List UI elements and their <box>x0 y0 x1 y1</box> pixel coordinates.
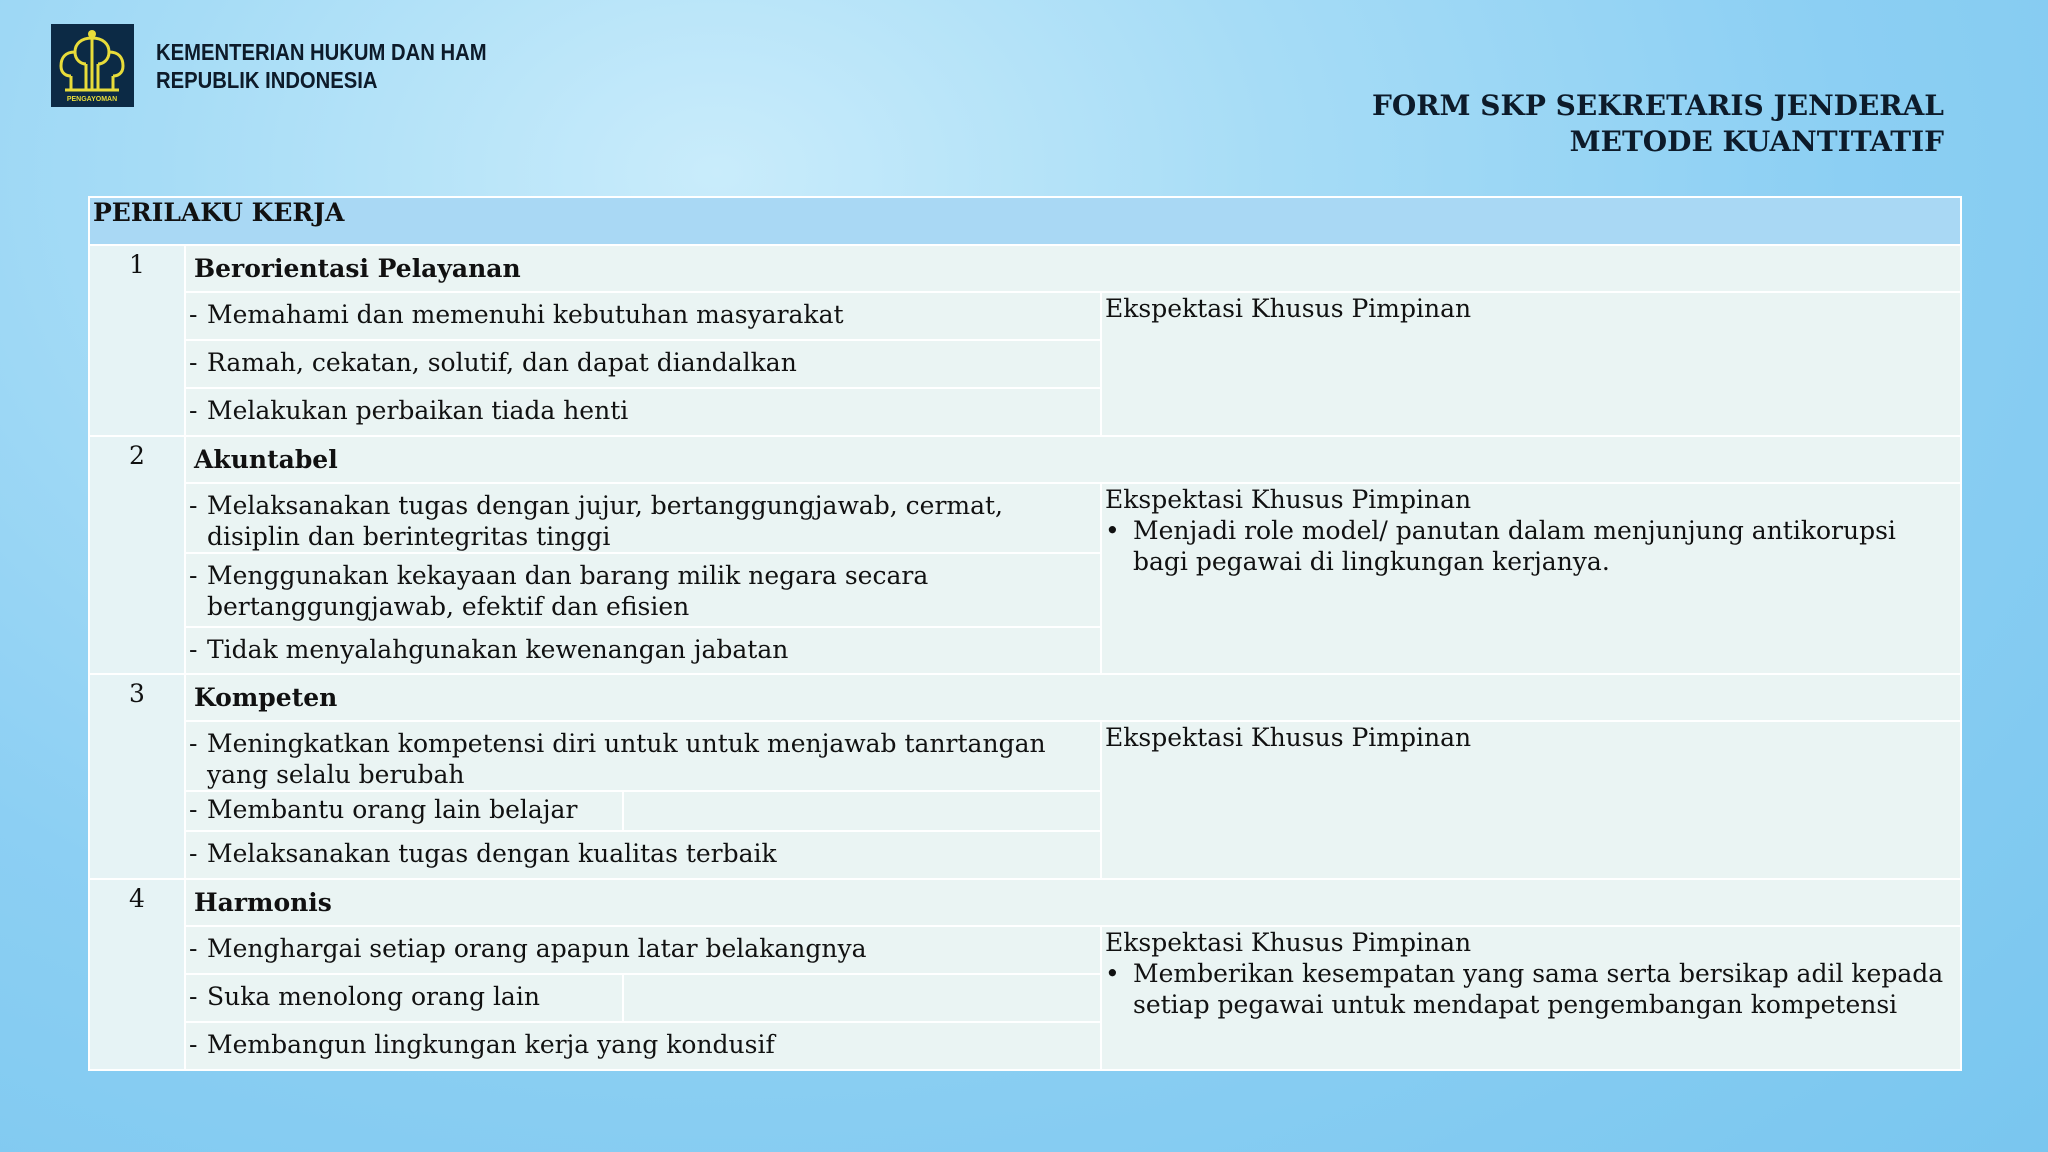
behavior-item: Membangun lingkungan kerja yang kondusif <box>207 1030 775 1059</box>
category-row <box>89 245 1961 292</box>
leader-expectation <box>1101 483 1961 674</box>
list-item: - Tidak menyalahgunakan kewenangan jabatan <box>89 627 1961 674</box>
pengayoman-tree-icon <box>51 24 134 107</box>
expectation-text: Memberikan kesempatan yang sama serta bersikap adil kepada setiap pegawai untuk mendapat pengembangan kompetensi <box>1133 959 1944 1019</box>
table-heading: PERILAKU KERJA <box>89 197 1961 245</box>
expectation-list <box>1105 515 1957 577</box>
list-item <box>1105 958 1957 1020</box>
list-item <box>1105 515 1957 577</box>
list-item: - Menggunakan kekayaan dan barang milik negara secara bertanggungjawab, efektif dan efisien <box>89 553 1961 627</box>
form-title <box>1372 88 1944 160</box>
expectation-label: Ekspektasi Khusus Pimpinan <box>1105 485 1472 514</box>
category-name: Akuntabel <box>185 436 1961 483</box>
category-number: 2 <box>129 441 145 470</box>
leader-expectation <box>1101 926 1961 1070</box>
work-behavior-table <box>88 196 1962 1071</box>
list-item: - Membantu orang lain belajar <box>89 791 1961 831</box>
leader-expectation <box>1101 292 1961 436</box>
behavior-item: Melakukan perbaikan tiada henti <box>207 396 629 425</box>
list-item: - Meningkatkan kompetensi diri untuk untuk menjawab tanrtangan yang selalu berubah Ekspektasi Khusus Pimpinan <box>89 721 1961 791</box>
behavior-item: Menggunakan kekayaan dan barang milik negara secara bertanggungjawab, efektif dan efisien <box>207 561 929 621</box>
category-row <box>89 436 1961 483</box>
category-row <box>89 879 1961 926</box>
expectation-text: Menjadi role model/ panutan dalam menjunjung antikorupsi bagi pegawai di lingkungan kerjanya. <box>1133 516 1896 576</box>
behavior-item: Melaksanakan tugas dengan jujur, bertanggungjawab, cermat, disiplin dan berintegritas tinggi <box>207 491 1003 551</box>
logo-caption: PENGAYOMAN <box>66 96 118 103</box>
category-number: 3 <box>129 679 145 708</box>
expectation-label: Ekspektasi Khusus Pimpinan <box>1105 294 1472 323</box>
behavior-item: Suka menolong orang lain <box>207 982 540 1011</box>
category-number: 4 <box>129 884 145 913</box>
form-title-line-1: FORM SKP SEKRETARIS JENDERAL <box>1371 89 1944 122</box>
empty-cell <box>623 974 1101 1022</box>
category-name: Harmonis <box>185 879 1961 926</box>
list-item: - Ramah, cekatan, solutif, dan dapat diandalkan <box>89 340 1961 388</box>
organization-name <box>156 38 487 94</box>
behavior-item: Membantu orang lain belajar <box>207 795 578 824</box>
form-title-line-2: METODE KUANTITATIF <box>1569 125 1944 158</box>
empty-cell <box>623 791 1101 831</box>
category-name: Berorientasi Pelayanan <box>185 245 1961 292</box>
bullet-icon: • <box>1105 959 1120 988</box>
expectation-label: Ekspektasi Khusus Pimpinan <box>1105 723 1472 752</box>
category-name: Kompeten <box>185 674 1961 721</box>
org-line-2: REPUBLIK INDONESIA <box>156 67 378 93</box>
ministry-logo <box>51 24 134 107</box>
behavior-item: Melaksanakan tugas dengan kualitas terbaik <box>207 839 777 868</box>
list-item: - Membangun lingkungan kerja yang kondusif <box>89 1022 1961 1070</box>
category-row <box>89 674 1961 721</box>
behavior-item: Meningkatkan kompetensi diri untuk untuk menjawab tanrtangan yang selalu berubah <box>207 729 1046 789</box>
org-line-1: KEMENTERIAN HUKUM DAN HAM <box>156 39 487 65</box>
behavior-item: Menghargai setiap orang apapun latar belakangnya <box>207 934 867 963</box>
list-item: - Menghargai setiap orang apapun latar belakangnya Ekspektasi Khusus Pimpinan • Memberikan kesempatan yang sama serta bersikap adil kepada setiap pegawai untuk mendapat pengembangan kompetensi <box>89 926 1961 974</box>
table-heading-row <box>89 197 1961 245</box>
behavior-item: Tidak menyalahgunakan kewenangan jabatan <box>207 635 789 664</box>
list-item: - Melaksanakan tugas dengan kualitas terbaik <box>89 831 1961 879</box>
leader-expectation <box>1101 721 1961 879</box>
list-item: - Memahami dan memenuhi kebutuhan masyarakat Ekspektasi Khusus Pimpinan <box>89 292 1961 340</box>
list-item: - Melaksanakan tugas dengan jujur, bertanggungjawab, cermat, disiplin dan berintegritas tinggi Ekspektasi Khusus Pimpinan • Menjadi role model/ panutan dalam menjunjung antikorupsi bagi pegawai di lingkungan kerjanya. <box>89 483 1961 553</box>
category-number: 1 <box>129 250 145 279</box>
expectation-label: Ekspektasi Khusus Pimpinan <box>1105 928 1472 957</box>
list-item: - Suka menolong orang lain <box>89 974 1961 1022</box>
behavior-item: Memahami dan memenuhi kebutuhan masyarakat <box>207 300 844 329</box>
behavior-item: Ramah, cekatan, solutif, dan dapat diandalkan <box>207 348 797 377</box>
expectation-list <box>1105 958 1957 1020</box>
bullet-icon: • <box>1105 516 1120 545</box>
list-item: - Melakukan perbaikan tiada henti <box>89 388 1961 436</box>
